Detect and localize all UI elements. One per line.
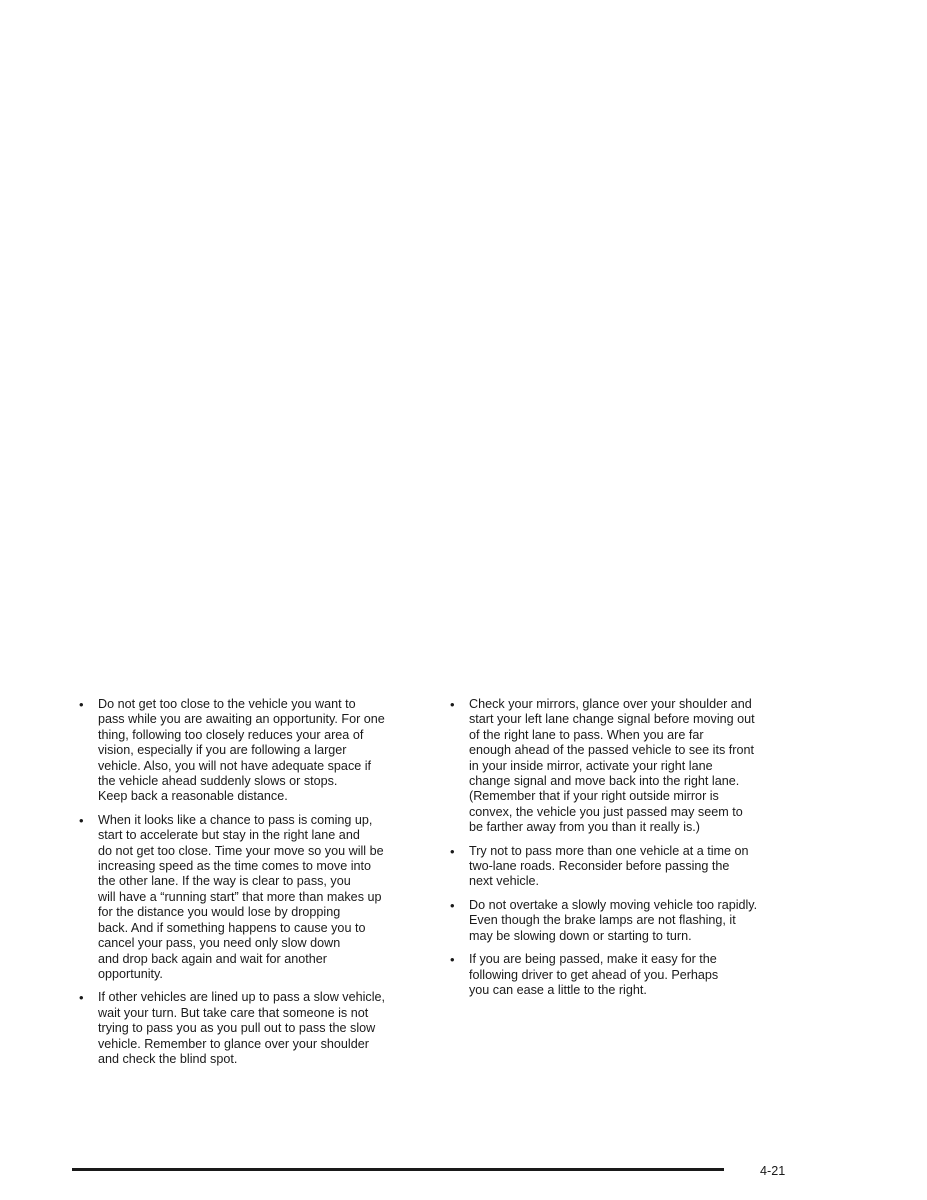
- text-line: cancel your pass, you need only slow down: [98, 936, 341, 951]
- bullet-item-right-1: [450, 697, 795, 836]
- bullet-item-right-4: [450, 952, 795, 998]
- bullet-icon: •: [79, 812, 84, 828]
- text-line: do not get too close. Time your move so you will be: [98, 843, 384, 858]
- text-line: of the right lane to pass. When you are far: [469, 727, 704, 742]
- text-line: change signal and move back into the right lane.: [469, 774, 740, 789]
- left-bullet-column: [79, 697, 424, 1075]
- text-line: opportunity.: [98, 966, 163, 981]
- text-line: If other vehicles are lined up to pass a slow vehicle,: [98, 990, 386, 1005]
- bullet-icon: •: [450, 897, 455, 913]
- text-line: and check the blind spot.: [98, 1051, 238, 1066]
- text-line: vehicle. Also, you will not have adequate space if: [98, 758, 372, 773]
- bullet-icon: •: [79, 697, 84, 712]
- bullet-item-left-2: [79, 813, 424, 982]
- text-line: for the distance you would lose by dropping: [98, 905, 341, 920]
- text-line: in your inside mirror, activate your right lane: [469, 758, 713, 773]
- text-line: be farther away from you than it really is.): [469, 820, 700, 835]
- text-line: the vehicle ahead suddenly slows or stops.: [98, 774, 338, 789]
- text-line: vision, especially if you are following a larger: [98, 743, 347, 758]
- text-line: Do not overtake a slowly moving vehicle too rapidly.: [469, 897, 758, 912]
- text-line: following driver to get ahead of you. Perhaps: [469, 967, 719, 982]
- page-number: 4-21: [760, 1164, 786, 1178]
- text-line: When it looks like a chance to pass is coming up,: [98, 812, 373, 827]
- text-line: start to accelerate but stay in the right lane and: [98, 828, 360, 843]
- bullet-item-right-2: [450, 844, 795, 890]
- text-line: convex, the vehicle you just passed may seem to: [469, 804, 743, 819]
- text-line: enough ahead of the passed vehicle to see its front: [469, 743, 754, 758]
- text-line: will have a “running start” that more than makes up: [98, 889, 382, 904]
- text-line: Try not to pass more than one vehicle at a time on: [469, 843, 749, 858]
- bullet-item-left-3: [79, 990, 424, 1067]
- bullet-icon: •: [450, 697, 455, 712]
- text-line: Check your mirrors, glance over your shoulder and: [469, 697, 752, 711]
- text-line: pass while you are awaiting an opportunity. For one: [98, 712, 385, 727]
- text-line: start your left lane change signal before moving out: [469, 712, 755, 727]
- text-line: Do not get too close to the vehicle you want to: [98, 697, 356, 711]
- text-line: the other lane. If the way is clear to pass, you: [98, 874, 351, 889]
- bullet-icon: •: [79, 990, 84, 1006]
- text-line: may be slowing down or starting to turn.: [469, 928, 692, 943]
- text-line: you can ease a little to the right.: [469, 982, 647, 997]
- right-bullet-column: [450, 697, 795, 1006]
- bullet-item-left-1: [79, 697, 424, 805]
- text-line: next vehicle.: [469, 874, 540, 889]
- text-line: increasing speed as the time comes to move into: [98, 859, 372, 874]
- text-line: Even though the brake lamps are not flashing, it: [469, 913, 736, 928]
- text-line: Keep back a reasonable distance.: [98, 789, 288, 804]
- footer-divider: [72, 1168, 724, 1171]
- text-line: two-lane roads. Reconsider before passing the: [469, 859, 730, 874]
- bullet-icon: •: [450, 952, 455, 968]
- bullet-icon: •: [450, 843, 455, 859]
- text-line: back. And if something happens to cause you to: [98, 920, 366, 935]
- text-line: trying to pass you as you pull out to pass the slow: [98, 1021, 376, 1036]
- text-line: and drop back again and wait for another: [98, 951, 327, 966]
- text-line: If you are being passed, make it easy for the: [469, 952, 717, 967]
- text-line: vehicle. Remember to glance over your shoulder: [98, 1036, 369, 1051]
- text-line: wait your turn. But take care that someone is not: [98, 1005, 369, 1020]
- bullet-item-right-3: [450, 898, 795, 944]
- text-line: thing, following too closely reduces your area of: [98, 727, 364, 742]
- text-line: (Remember that if your right outside mirror is: [469, 789, 719, 804]
